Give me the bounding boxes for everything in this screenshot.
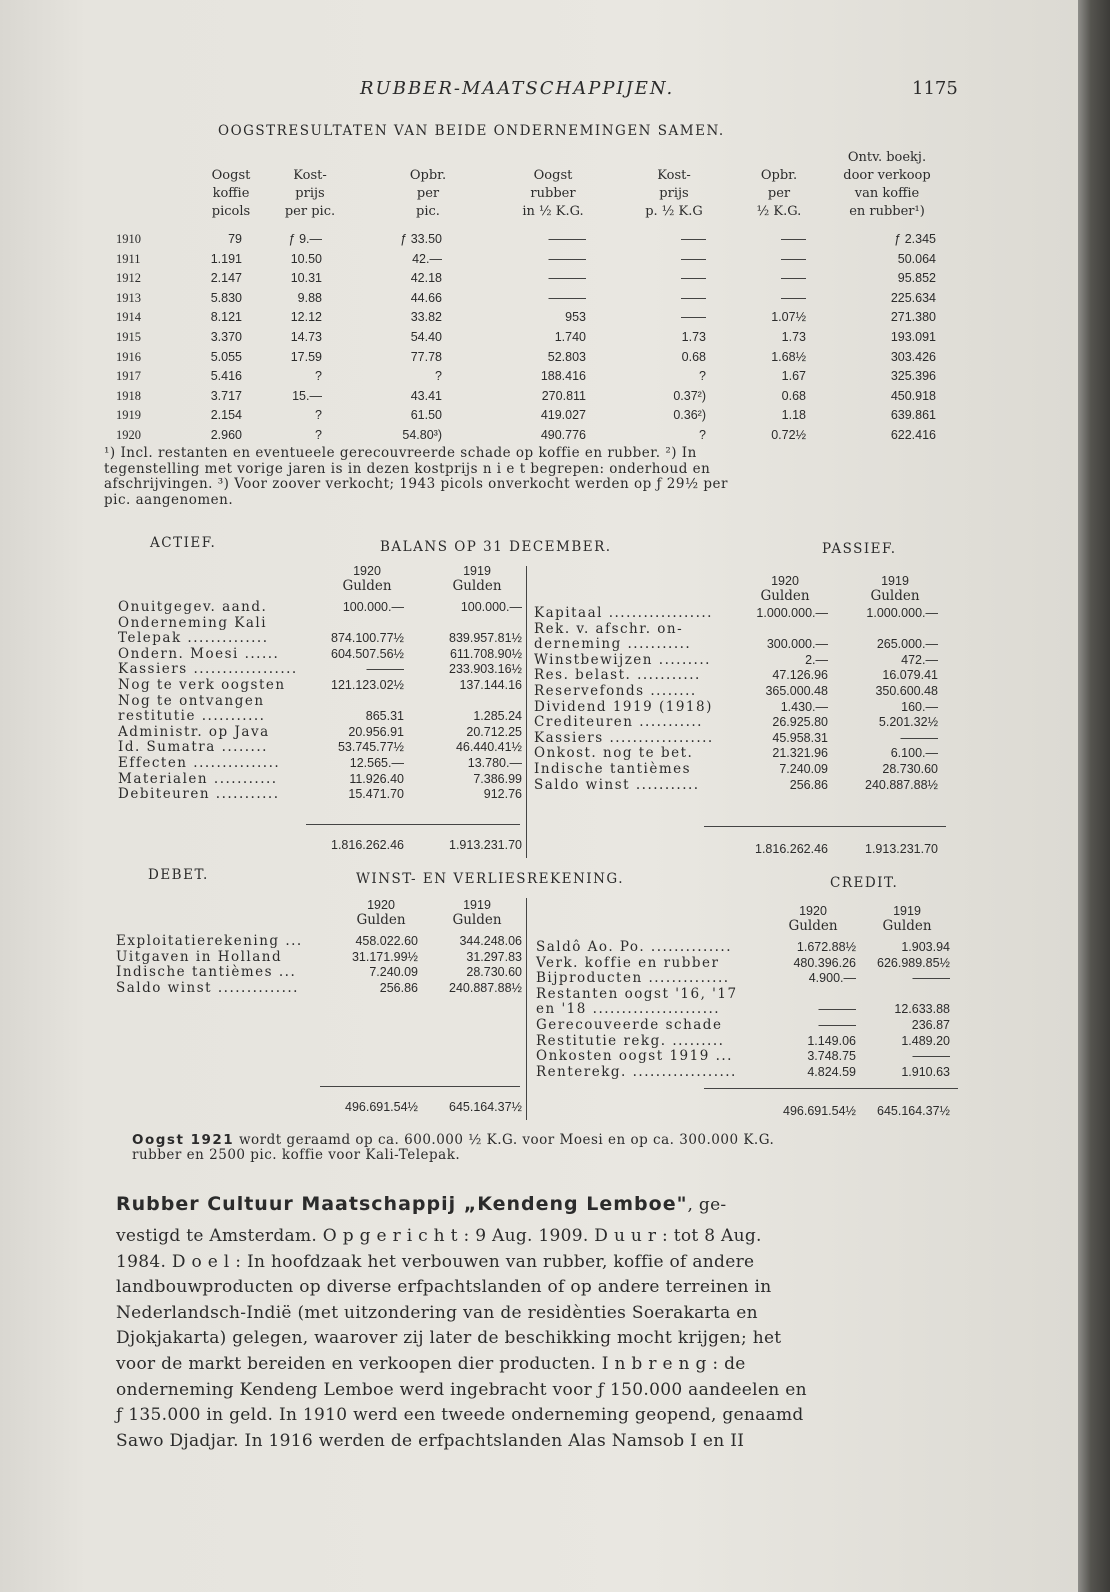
harvest-cell: ——	[681, 232, 706, 246]
statement-row-label: Winstbewijzen .........	[534, 651, 711, 668]
statement-total-rule	[306, 824, 520, 825]
company-text-line: Sawo Djadjar. In 1916 werden de erfpachtslanden Alas Namsob I en II	[116, 1430, 745, 1451]
harvest-cell: 450.918	[890, 388, 936, 403]
statement-row-label: Restitutie rekg. .........	[536, 1032, 725, 1049]
statement-value-1920: 1.430.—	[780, 699, 828, 714]
statement-value-1919: 839.957.81½	[449, 631, 522, 646]
harvest-cell: 225.634	[890, 290, 936, 305]
statement-row-label: Nog te verk oogsten	[118, 677, 286, 693]
company-text-line: voor de markt bereiden en verkoopen dier producten. I n b r e n g : de	[116, 1353, 746, 1374]
statement-year-header: 1919	[893, 904, 921, 918]
statement-value-1919: 20.712.25	[466, 724, 522, 739]
harvest-cell: 54.40	[410, 330, 442, 344]
harvest-cell: 1.07½	[771, 310, 806, 325]
harvest-year: 1913	[116, 290, 141, 305]
harvest-year: 1919	[116, 408, 141, 423]
harvest-cell: 42.—	[412, 251, 442, 266]
statement-row-label: Saldô Ao. Po. ..............	[536, 939, 732, 955]
statement-value-1920: 480.396.26	[793, 955, 856, 970]
harvest-column-header: koffie	[212, 186, 250, 201]
statement-row-label: Dividend 1919 (1918)	[534, 698, 713, 715]
harvest-column-header: prijs	[659, 186, 689, 201]
statement-value-1920: 53.745.77½	[337, 740, 404, 755]
statement-value-1919: 626.989.85½	[877, 955, 950, 970]
harvest-column-header: Oogst	[211, 168, 251, 183]
statement-value-1919: 6.100.—	[890, 746, 938, 761]
harvest-cell: ——	[681, 290, 706, 305]
harvest-cell: 193.091	[890, 330, 936, 344]
statement-row-label: Onkosten oogst 1919 ...	[536, 1048, 733, 1065]
statement-value-1920: 21.321.96	[772, 746, 828, 761]
harvest-cell: 1.73	[681, 330, 706, 344]
statement-value-1919: ———	[912, 1049, 950, 1064]
harvest-1921-line1: wordt geraamd op ca. 600.000 ½ K.G. voor Moesi en op ca. 300.000 K.G.	[234, 1132, 775, 1148]
pl-credit-heading: CREDIT.	[830, 875, 899, 891]
statement-total-1919: 645.164.37½	[449, 1100, 522, 1114]
harvest-cell: 0.37²)	[673, 388, 706, 403]
company-text-line: vestigd te Amsterdam. O p g e r i c h t : 9 Aug. 1909. D u u r : tot 8 Aug.	[116, 1226, 762, 1246]
harvest-column-header: rubber	[530, 186, 576, 201]
statement-value-1920: 4.824.59	[807, 1064, 856, 1079]
statement-year-header: 1920	[771, 574, 799, 588]
harvest-cell: 0.72½	[771, 428, 806, 442]
statement-value-1920: 45.958.31	[772, 730, 828, 745]
harvest-cell: ———	[548, 251, 586, 266]
statement-value-1920: 1.149.06	[807, 1033, 856, 1048]
harvest-column-header: pic.	[416, 204, 440, 219]
harvest-year: 1910	[116, 232, 141, 246]
statement-value-1919: 1.910.63	[901, 1064, 950, 1079]
statement-unit-header: Gulden	[788, 918, 838, 934]
harvest-cell: 953	[565, 310, 586, 325]
statement-value-1919: 16.079.41	[882, 668, 938, 683]
statement-unit-header: Gulden	[870, 588, 920, 604]
harvest-column-header: van koffie	[854, 186, 920, 201]
harvest-column-header: per	[416, 186, 440, 201]
harvest-column-header: Ontv. boekj.	[847, 150, 927, 165]
harvest-cell: 1.191	[210, 251, 242, 266]
statement-value-1919: 7.386.99	[473, 771, 522, 786]
harvest-year: 1918	[116, 388, 141, 403]
harvest-cell: 270.811	[541, 388, 586, 403]
harvest-cell: 15.—	[292, 388, 322, 403]
statement-unit-header: Gulden	[882, 918, 932, 934]
harvest-column-header: per pic.	[284, 204, 336, 219]
statement-value-1920: 12.565.—	[349, 756, 404, 770]
harvest-cell: 622.416	[890, 428, 936, 442]
harvest-cell: 0.68	[681, 349, 706, 364]
statement-unit-header: Gulden	[452, 578, 502, 594]
harvest-1921-line2: rubber en 2500 pic. koffie voor Kali-Telepak.	[132, 1147, 461, 1163]
statement-year-header: 1919	[463, 898, 491, 912]
harvest-cell: 10.31	[290, 271, 322, 286]
statement-row-label: Saldo winst ...........	[534, 776, 700, 793]
statement-value-1919: 240.887.88½	[865, 777, 938, 792]
harvest-cell: 42.18	[410, 271, 442, 286]
statement-value-1919: 100.000.—	[460, 600, 522, 614]
harvest-cell: 33.82	[410, 310, 442, 325]
harvest-cell: 14.73	[290, 330, 322, 344]
statement-total-1919: 645.164.37½	[877, 1104, 950, 1118]
statement-total-rule	[320, 1086, 520, 1087]
harvest-cell: 79	[228, 232, 242, 246]
page-number: 1175	[912, 78, 958, 99]
statement-value-1920: 604.507.56½	[331, 646, 404, 661]
harvest-cell: 10.50	[290, 251, 322, 266]
statement-value-1919: 5.201.32½	[878, 715, 938, 730]
footnote-line: ¹) Incl. restanten en eventueele gerecouvreerde schade op koffie en rubber. ²) In	[104, 445, 697, 461]
company-text-line: landbouwproducten op diverse erfpachtslanden of op andere terreinen in	[116, 1277, 772, 1298]
harvest-cell: 5.055	[210, 349, 242, 364]
statement-value-1919: 912.76	[483, 787, 522, 802]
statement-value-1919: 31.297.83	[466, 949, 522, 964]
statement-value-1920: ———	[818, 1018, 856, 1032]
harvest-cell: 1.68½	[771, 349, 806, 364]
statement-value-1919: 236.87	[911, 1018, 950, 1032]
statement-value-1919: 1.489.20	[901, 1033, 950, 1048]
statement-row-label: Exploitatierekening ...	[116, 933, 303, 949]
harvest-cell: 9.88	[297, 290, 322, 305]
statement-value-1919: 13.780.—	[467, 756, 522, 770]
harvest-cell: 5.830	[210, 290, 242, 305]
statement-value-1920: ———	[818, 1002, 856, 1017]
statement-value-1920: ———	[366, 662, 404, 677]
statement-value-1920: 365.000.48	[765, 684, 828, 698]
statement-value-1919: 160.—	[901, 699, 938, 714]
statement-value-1920: 300.000.—	[766, 637, 828, 652]
company-name-suffix: , ge-	[687, 1195, 727, 1215]
harvest-column-header: picols	[211, 204, 251, 219]
statement-row-label: Gerecouveerde schade	[536, 1017, 723, 1033]
harvest-cell: 5.416	[210, 369, 242, 384]
statement-row-label: Ondern. Moesi ......	[118, 645, 280, 662]
statement-value-1920: 874.100.77½	[331, 631, 404, 646]
harvest-cell: 61.50	[410, 408, 442, 423]
company-name: Rubber Cultuur Maatschappij „Kendeng Lemboe"	[116, 1193, 688, 1215]
company-text-line: Djokjakarta) gelegen, waarover zij later de beschikking mocht krijgen; het	[116, 1328, 782, 1349]
harvest-column-header: Opbr.	[409, 168, 447, 183]
statement-year-header: 1920	[353, 564, 381, 578]
statement-total-1919: 1.913.231.70	[449, 838, 522, 852]
harvest-column-header: Oogst	[533, 168, 573, 183]
company-text-line: Nederlandsch-Indië (met uitzondering van de residènties Soerakarta en	[116, 1302, 758, 1323]
statement-row-label: Verk. koffie en rubber	[536, 954, 720, 971]
statement-value-1919: 46.440.41½	[455, 740, 522, 755]
book-spine	[1078, 0, 1110, 1592]
statement-value-1920: 2.—	[805, 652, 828, 667]
harvest-cell: ƒ 33.50	[400, 232, 442, 246]
harvest-cell: 3.370	[210, 330, 242, 344]
harvest-year: 1916	[116, 349, 141, 364]
harvest-cell: 95.852	[897, 271, 936, 286]
statement-value-1919: ———	[912, 971, 950, 986]
harvest-1921-lead: Oogst 1921	[132, 1132, 235, 1148]
harvest-cell: ?	[435, 369, 442, 384]
statement-value-1920: 121.123.02½	[331, 678, 404, 692]
statement-row-label: Indische tantièmes ...	[116, 964, 297, 981]
harvest-cell: 303.426	[890, 349, 936, 364]
harvest-cell: ———	[548, 232, 586, 246]
harvest-column-header: prijs	[295, 186, 325, 201]
harvest-cell: ——	[681, 271, 706, 286]
statement-total-1920: 496.691.54½	[783, 1104, 856, 1118]
statement-value-1920: 26.925.80	[772, 715, 828, 730]
harvest-cell: ——	[781, 251, 806, 266]
statement-row-label: restitutie ...........	[118, 708, 266, 725]
statement-value-1920: 47.126.96	[772, 668, 828, 683]
statement-value-1920: 100.000.—	[342, 600, 404, 614]
statement-value-1919: 240.887.88½	[449, 980, 522, 995]
statement-value-1919: 28.730.60	[466, 965, 522, 980]
statement-value-1920: 256.86	[789, 777, 828, 792]
harvest-column-header: Kost-	[293, 168, 327, 183]
harvest-year: 1920	[116, 428, 141, 442]
statement-year-header: 1920	[367, 898, 395, 912]
statement-row-label: Id. Sumatra ........	[118, 739, 268, 756]
statement-value-1920: 7.240.09	[369, 965, 418, 980]
harvest-cell: 44.66	[410, 290, 442, 305]
harvest-column-header: ½ K.G.	[756, 204, 802, 219]
harvest-table-title: OOGSTRESULTATEN VAN BEIDE ONDERNEMINGEN SAMEN.	[218, 123, 725, 139]
harvest-cell: 50.064	[897, 251, 936, 266]
statement-divider	[526, 898, 527, 1120]
statement-unit-header: Gulden	[342, 578, 392, 594]
harvest-cell: ———	[548, 271, 586, 286]
harvest-cell: ?	[699, 428, 706, 442]
pl-debet-heading: DEBET.	[148, 867, 209, 883]
harvest-cell: ——	[781, 232, 806, 246]
statement-value-1920: 11.926.40	[349, 771, 404, 786]
statement-total-1920: 496.691.54½	[345, 1100, 418, 1114]
statement-year-header: 1920	[799, 904, 827, 918]
statement-value-1919: 28.730.60	[882, 762, 938, 776]
harvest-cell: 271.380	[890, 310, 936, 325]
statement-value-1919: 472.—	[901, 652, 938, 667]
harvest-cell: 2.147	[210, 271, 242, 286]
harvest-column-header: Opbr.	[760, 168, 798, 183]
statement-value-1920: 458.022.60	[355, 934, 418, 948]
harvest-cell: 52.803	[547, 349, 586, 364]
harvest-cell: 77.78	[410, 349, 442, 364]
statement-row-label: Effecten ...............	[118, 755, 281, 771]
harvest-cell: 0.36²)	[673, 408, 706, 423]
footnote-line: pic. aangenomen.	[104, 491, 234, 508]
statement-row-label: Kassiers ..................	[534, 729, 714, 746]
statement-value-1919: ———	[900, 730, 938, 745]
statement-row-label: Administr. op Java	[118, 723, 270, 740]
statement-total-rule	[704, 826, 946, 827]
harvest-cell: 43.41	[410, 388, 442, 403]
statement-row-label: Reservefonds ........	[534, 683, 697, 699]
statement-row-label: Kassiers ..................	[118, 661, 298, 678]
harvest-cell: ƒ 2.345	[894, 232, 936, 246]
statement-row-label: Onderneming Kali	[118, 614, 268, 631]
statement-total-1919: 1.913.231.70	[865, 842, 938, 856]
statement-value-1919: 12.633.88	[894, 1002, 950, 1017]
statement-row-label: Kapitaal ..................	[534, 605, 713, 621]
harvest-column-header: Kost-	[657, 168, 691, 183]
statement-value-1920: 3.748.75	[807, 1049, 856, 1064]
statement-row-label: Onuitgegev. aand.	[118, 599, 268, 615]
statement-value-1919: 1.285.24	[473, 709, 522, 724]
balance-title: BALANS OP 31 DECEMBER.	[380, 539, 612, 555]
statement-row-label: Crediteuren ...........	[534, 714, 703, 731]
statement-total-rule	[704, 1088, 958, 1089]
statement-value-1920: 1.000.000.—	[756, 606, 828, 620]
harvest-year: 1911	[116, 251, 141, 266]
harvest-cell: 1.73	[781, 330, 806, 344]
harvest-cell: 325.396	[890, 369, 936, 384]
statement-value-1919: 1.903.94	[901, 940, 950, 954]
statement-total-1920: 1.816.262.46	[331, 838, 404, 852]
harvest-footnotes	[104, 446, 728, 508]
statement-unit-header: Gulden	[356, 912, 406, 928]
statement-row-label: en '18 ......................	[536, 1001, 721, 1018]
harvest-cell: 3.717	[210, 388, 242, 403]
statement-unit-header: Gulden	[760, 588, 810, 604]
harvest-1921-note	[132, 1133, 774, 1163]
harvest-cell: 0.68	[781, 388, 806, 403]
statement-divider	[526, 566, 527, 858]
statement-row-label: Telepak ..............	[118, 630, 269, 647]
harvest-cell: 490.776	[540, 428, 586, 442]
statement-value-1920: 15.471.70	[348, 787, 404, 802]
statement-value-1919: 1.000.000.—	[866, 606, 938, 620]
statement-year-header: 1919	[463, 564, 491, 578]
statement-value-1920: 865.31	[365, 709, 404, 724]
company-entry-body	[116, 1224, 807, 1454]
harvest-column-header: p. ½ K.G	[645, 204, 703, 219]
statement-row-label: Uitgaven in Holland	[116, 948, 283, 965]
harvest-cell: 1.67	[781, 369, 806, 384]
statement-value-1920: 256.86	[379, 980, 418, 995]
balance-passief-heading: PASSIEF.	[822, 541, 897, 557]
company-entry-heading	[116, 1193, 726, 1219]
statement-value-1919: 137.144.16	[459, 678, 522, 692]
harvest-year: 1912	[116, 271, 141, 286]
statement-year-header: 1919	[881, 574, 909, 588]
statement-row-label: Materialen ...........	[118, 770, 278, 787]
statement-value-1919: 233.903.16½	[449, 662, 522, 677]
harvest-cell: ——	[681, 251, 706, 266]
harvest-column-header: en rubber¹)	[849, 204, 925, 219]
statement-row-label: derneming ...........	[534, 636, 692, 653]
company-text-line: ƒ 135.000 in geld. In 1910 werd een tweede onderneming geopend, genaamd	[116, 1405, 804, 1426]
statement-value-1919: 344.248.06	[459, 934, 522, 948]
statement-value-1920: 20.956.91	[348, 724, 404, 739]
statement-row-label: Renterekg. ..................	[536, 1063, 737, 1080]
statement-row-label: Bijproducten ..............	[536, 970, 730, 987]
harvest-cell: ?	[315, 428, 322, 442]
footnote-line: afschrijvingen. ³) Voor zoover verkocht; 1943 picols onverkocht werden op ƒ 29½ per	[104, 476, 728, 492]
statement-row-label: Onkost. nog te bet.	[534, 745, 694, 762]
statement-unit-header: Gulden	[452, 912, 502, 928]
statement-row-label: Saldo winst ..............	[116, 979, 299, 996]
harvest-cell: 639.861	[890, 408, 936, 423]
harvest-cell: 2.960	[210, 428, 242, 442]
harvest-cell: ——	[781, 271, 806, 286]
statement-value-1919: 350.600.48	[875, 684, 938, 698]
harvest-year: 1917	[116, 369, 141, 384]
harvest-cell: 2.154	[210, 408, 242, 423]
harvest-cell: 12.12	[290, 310, 322, 325]
harvest-cell: ?	[699, 369, 706, 384]
statement-row-label: Debiteuren ...........	[118, 786, 280, 803]
running-header-title: RUBBER-MAATSCHAPPIJEN.	[360, 78, 675, 99]
balance-actief-heading: ACTIEF.	[150, 535, 217, 551]
statement-row-label: Rek. v. afschr. on-	[534, 620, 684, 637]
harvest-column-header: door verkoop	[843, 168, 931, 183]
statement-total-1920: 1.816.262.46	[755, 842, 828, 856]
harvest-year: 1915	[116, 330, 141, 344]
statement-row-label: Nog te ontvangen	[118, 692, 265, 709]
harvest-year: 1914	[116, 310, 141, 325]
harvest-column-header: per	[767, 186, 791, 201]
statement-value-1920: 1.672.88½	[796, 940, 856, 954]
harvest-cell: ƒ 9.—	[288, 232, 322, 246]
statement-value-1920: 7.240.09	[779, 762, 828, 776]
harvest-cell: 188.416	[540, 369, 586, 384]
harvest-cell: 1.18	[781, 408, 806, 423]
harvest-cell: 419.027	[540, 408, 586, 423]
statement-row-label: Indische tantièmes	[534, 761, 692, 777]
harvest-cell: ——	[681, 310, 706, 325]
statement-row-label: Restanten oogst '16, '17	[536, 985, 738, 1002]
company-text-line: onderneming Kendeng Lemboe werd ingebracht voor ƒ 150.000 aandeelen en	[116, 1379, 807, 1400]
company-text-line: 1984. D o e l : In hoofdzaak het verbouwen van rubber, koffie of andere	[116, 1251, 755, 1272]
pl-title: WINST- EN VERLIESREKENING.	[356, 871, 625, 887]
footnote-line: tegenstelling met vorige jaren is in dezen kostprijs n i e t begrepen: onderhoud en	[104, 460, 711, 477]
harvest-cell: ——	[781, 290, 806, 305]
harvest-cell: 17.59	[290, 349, 322, 364]
harvest-cell: 8.121	[210, 310, 242, 325]
harvest-cell: ———	[548, 290, 586, 305]
harvest-cell: 1.740	[554, 330, 586, 344]
statement-row-label: Res. belast. ...........	[534, 667, 701, 684]
statement-value-1919: 611.708.90½	[449, 646, 522, 661]
statement-value-1920: 31.171.99½	[351, 949, 418, 964]
harvest-cell: ?	[315, 369, 322, 384]
harvest-column-header: in ½ K.G.	[522, 204, 584, 219]
statement-value-1919: 265.000.—	[876, 637, 938, 652]
statement-value-1920: 4.900.—	[808, 971, 856, 986]
harvest-cell: 54.80³)	[402, 428, 442, 442]
harvest-cell: ?	[315, 408, 322, 423]
